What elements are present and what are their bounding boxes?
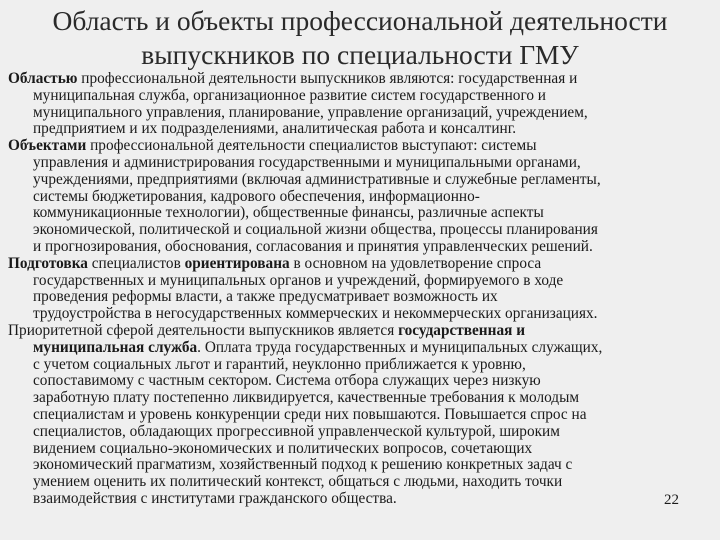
text-line: коммуникационные технологии), общественные финансы, различные аспекты <box>33 204 544 222</box>
text-line: муниципальная служба, организационное развитие систем государственного и <box>33 86 546 104</box>
text-line: трудоустройства в негосударственных коммерческих и некоммерческих организациях. <box>33 305 598 323</box>
slide-title <box>0 4 720 72</box>
text-span: в основном на удовлетворение спроса <box>289 254 542 272</box>
text-line: и прогнозирования, обоснования, согласования и принятия управленческих решений. <box>33 237 593 255</box>
text-line: взаимодействия с институтами гражданского общества. <box>33 489 397 507</box>
text-line: государственных и муниципальных органов и учреждений, формируемого в ходе <box>33 271 564 289</box>
term-objects-bold: Объектами <box>8 137 87 155</box>
term-state-bold: государственная и <box>398 321 526 339</box>
text-line <box>8 340 714 357</box>
text-span: профессиональной деятельности выпускников являются: государственная и <box>77 70 578 87</box>
text-span: Приоритетной сферой деятельности выпускников является <box>8 321 399 339</box>
text-line: учреждениями, предприятиями (включая административные и служебные регламенты, <box>33 170 601 188</box>
text-line: видением социально-экономических и политических вопросов, сочетающих <box>33 439 533 457</box>
paragraph-training <box>8 256 714 323</box>
paragraph-area <box>8 71 714 138</box>
text-line: умением оценить их политический контекст, общаться с людьми, находить точки <box>33 473 563 491</box>
term-training-bold: Подготовка <box>8 254 88 272</box>
slide-number: 22 <box>664 492 679 508</box>
text-span: специалистов <box>87 254 185 272</box>
text-line: проведения реформы власти, а также предусматривает возможность их <box>33 288 498 306</box>
text-span: . Оплата труда государственных и муниципальных служащих, <box>197 338 603 356</box>
text-line: специалистам и уровень конкуренции среди них повышаются. Повышается спрос на <box>33 405 587 423</box>
text-line: экономической, политической и социальной жизни общества, процессы планирования <box>33 221 598 239</box>
text-line <box>8 71 714 88</box>
text-line: предприятием и их подразделениями, аналитическая работа и консалтинг. <box>33 120 517 138</box>
text-line: муниципального управления, планирование, управление организаций, учреждением, <box>33 103 588 121</box>
term-area-bold: Областью <box>8 70 78 87</box>
slide-title-line-1: Область и объекты профессиональной деятельности <box>52 5 668 36</box>
text-line: с учетом социальных льгот и гарантий, неуклонно приближается к уровню, <box>33 355 526 373</box>
text-line: сопоставимому с частным сектором. Система отбора служащих через низкую <box>33 372 541 390</box>
term-oriented-bold: ориентирована <box>184 254 290 272</box>
text-line: заработную плату постепенно ликвидируется, качественные требования к молодым <box>33 389 580 407</box>
text-line <box>8 323 714 340</box>
text-line: специалистов, обладающих прогрессивной управленческой культурой, широким <box>33 422 560 440</box>
paragraph-objects <box>8 138 714 256</box>
text-line: экономический прагматизм, хозяйственный подход к решению конкретных задач с <box>33 456 573 474</box>
slide-title-line-2: выпускников по специальности ГМУ <box>141 39 579 70</box>
slide-body <box>8 71 714 508</box>
paragraph-priority <box>8 323 714 508</box>
text-line <box>8 256 714 273</box>
text-line <box>8 138 714 155</box>
term-service-bold: муниципальная служба <box>33 338 198 356</box>
text-line: управления и администрирования государственными и муниципальными органами, <box>33 153 581 171</box>
text-line: системы бюджетирования, кадрового обеспечения, информационно- <box>33 187 480 205</box>
text-span: профессиональной деятельности специалистов выступают: системы <box>86 137 537 155</box>
